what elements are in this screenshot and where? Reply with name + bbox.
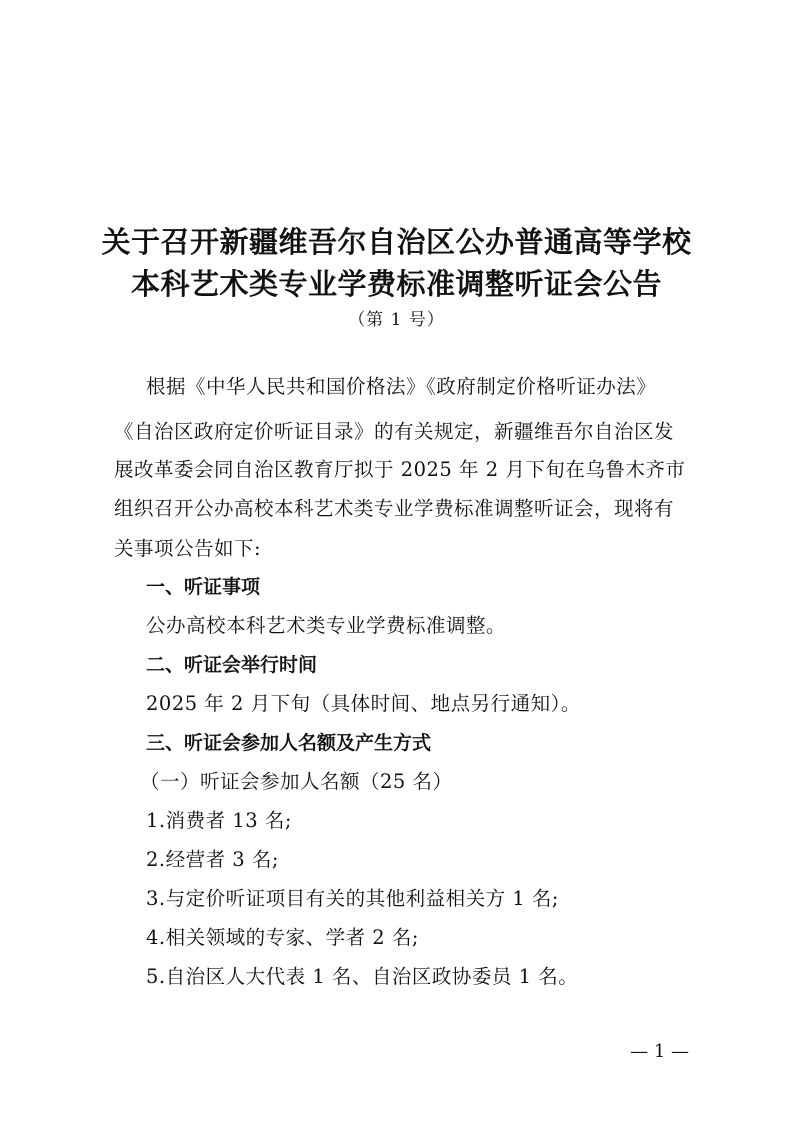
intro-line-5: 关事项公告如下: — [114, 537, 262, 560]
list-item: 5.自治区人大代表 1 名、自治区政协委员 1 名。 — [146, 965, 579, 988]
intro-line-2: 《自治区政府定价听证目录》的有关规定，新疆维吾尔自治区发 — [114, 420, 675, 443]
page-number: — 1 — — [630, 1041, 689, 1062]
intro-line-4: 组织召开公办高校本科艺术类专业学费标准调整听证会，现将有 — [114, 497, 675, 520]
section-3-heading: 三、听证会参加人名额及产生方式 — [146, 732, 432, 754]
intro-line-1: 根据《中华人民共和国价格法》《政府制定价格听证办法》 — [146, 375, 657, 398]
section-2-heading: 二、听证会举行时间 — [146, 654, 318, 676]
section-1-text: 公办高校本科艺术类专业学费标准调整。 — [146, 614, 507, 637]
list-item: 3.与定价听证项目有关的其他利益相关方 1 名; — [146, 887, 559, 910]
list-item: 2.经营者 3 名; — [146, 848, 279, 871]
section-3-subheading: （一）听证会参加人名额（25 名） — [140, 770, 453, 793]
document-title-line-1: 关于召开新疆维吾尔自治区公办普通高等学校 — [101, 225, 692, 259]
section-2-text: 2025 年 2 月下旬（具体时间、地点另行通知）。 — [146, 692, 581, 715]
list-item: 1.消费者 13 名; — [146, 809, 292, 832]
document-number: （第 1 号） — [348, 310, 445, 330]
section-1-heading: 一、听证事项 — [146, 576, 261, 598]
list-item: 4.相关领域的专家、学者 2 名; — [146, 926, 419, 949]
intro-line-3: 展改革委会同自治区教育厅拟于 2025 年 2 月下旬在乌鲁木齐市 — [114, 458, 686, 481]
document-title-line-2: 本科艺术类专业学费标准调整听证会公告 — [130, 267, 662, 301]
